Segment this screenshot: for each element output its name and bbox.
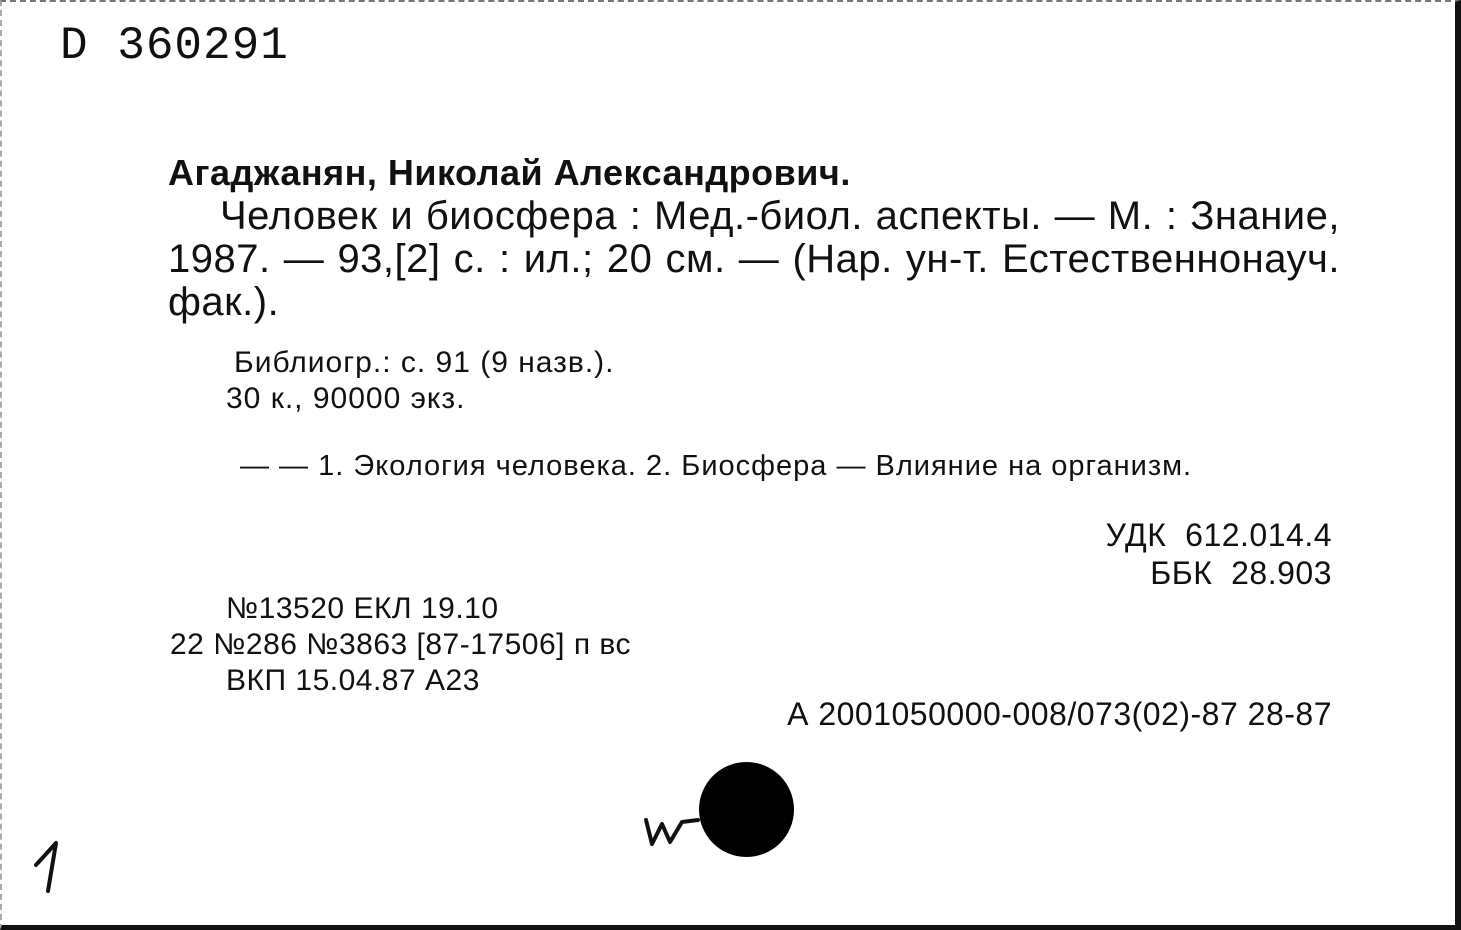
accession-line-2: 22 №286 №3863 [87-17506] п вс bbox=[170, 628, 631, 661]
author-heading: Агаджанян, Николай Александрович. bbox=[168, 152, 851, 193]
classification-block bbox=[1106, 516, 1332, 592]
accession-line-1: №13520 ЕКЛ 19.10 bbox=[226, 592, 499, 625]
punch-hole-dot bbox=[699, 762, 794, 857]
bibliography-note: Библиогр.: с. 91 (9 назв.). bbox=[234, 346, 615, 379]
udc-code: УДК 612.014.4 bbox=[1105, 517, 1332, 553]
handwritten-mark bbox=[642, 802, 702, 852]
call-number: D 360291 bbox=[60, 20, 289, 72]
accession-line-3: ВКП 15.04.87 А23 bbox=[226, 664, 480, 697]
bbk-code: ББК 28.903 bbox=[1150, 555, 1332, 591]
bibliographic-description: Человек и биосфера : Мед.-биол. аспекты. — М. : Знание, 1987. — 93,[2] с. : ил.; 20 см. — (Нар. ун-т. Естественнонауч. фак.). bbox=[168, 194, 1340, 324]
handwritten-numeral bbox=[30, 837, 70, 897]
subject-headings: — — 1. Экология человека. 2. Биосфера — Влияние на организм. bbox=[240, 450, 1193, 482]
publication-code: А 2001050000-008/073(02)-87 28-87 bbox=[787, 696, 1332, 732]
price-note: 30 к., 90000 экз. bbox=[226, 382, 466, 415]
